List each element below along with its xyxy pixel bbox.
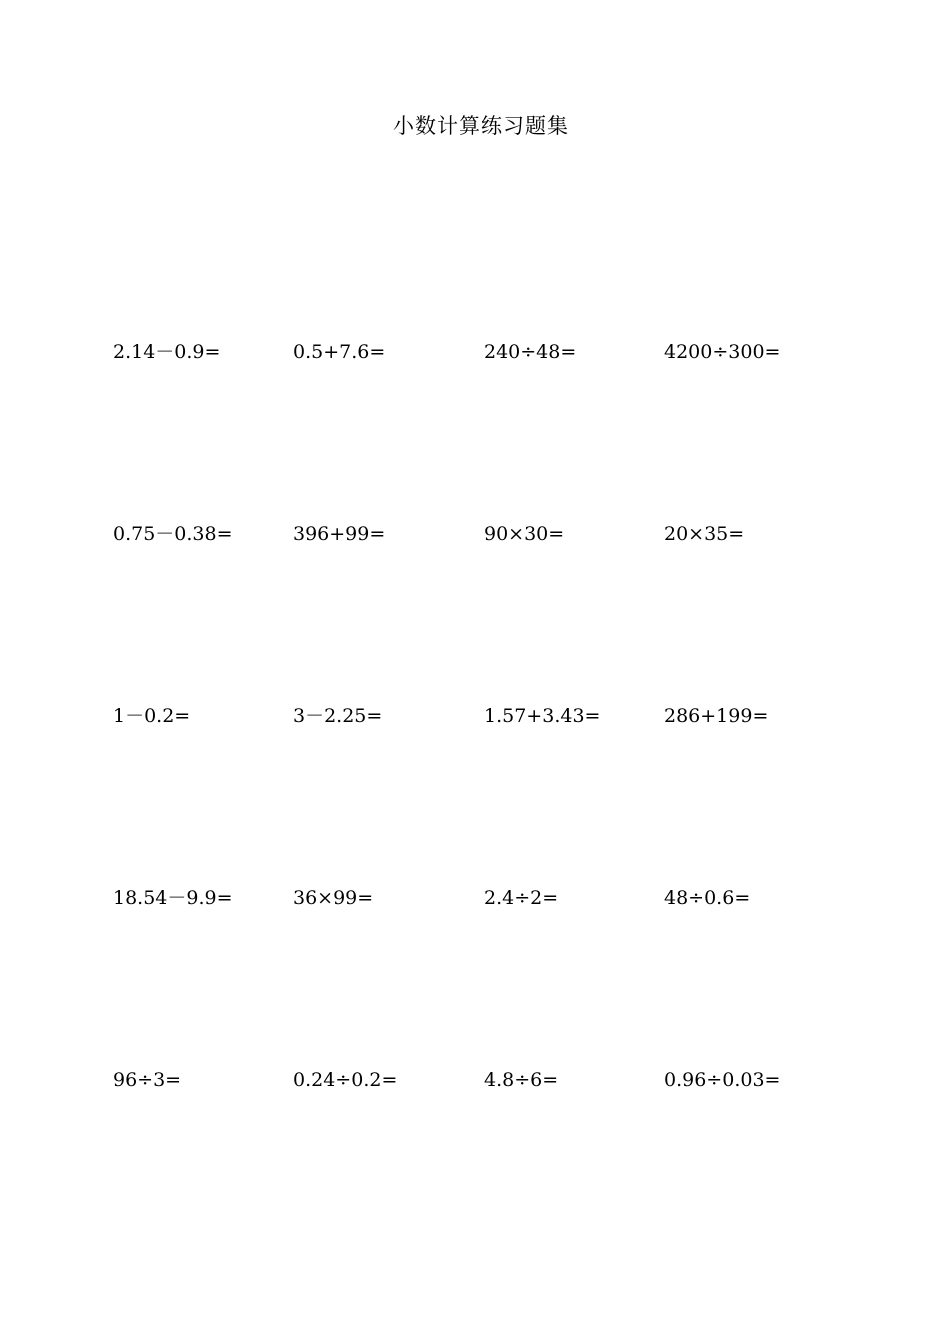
problem: 18.54－9.9= xyxy=(113,887,233,909)
page-title: 小数计算练习题集 xyxy=(393,114,569,138)
problem-row xyxy=(113,883,873,1065)
problem: 2.14－0.9= xyxy=(113,341,221,363)
problem-row xyxy=(113,1065,873,1247)
problem: 2.4÷2= xyxy=(484,887,559,909)
problem: 20×35= xyxy=(664,523,745,545)
problem: 1－0.2= xyxy=(113,705,191,727)
problem: 3－2.25= xyxy=(293,705,383,727)
problem-row xyxy=(113,519,873,701)
problem: 1.57+3.43= xyxy=(484,705,601,727)
problem: 90×30= xyxy=(484,523,565,545)
problem: 0.96÷0.03= xyxy=(664,1069,781,1091)
problem: 4200÷300= xyxy=(664,341,781,363)
problem: 0.5+7.6= xyxy=(293,341,386,363)
problem-row xyxy=(113,337,873,519)
problem: 36×99= xyxy=(293,887,374,909)
problem: 0.24÷0.2= xyxy=(293,1069,398,1091)
problem: 96÷3= xyxy=(113,1069,182,1091)
problem: 240÷48= xyxy=(484,341,577,363)
problem: 396+99= xyxy=(293,523,386,545)
problem: 48÷0.6= xyxy=(664,887,751,909)
problem: 0.75－0.38= xyxy=(113,523,233,545)
problem-grid xyxy=(113,337,873,1247)
problem-row xyxy=(113,701,873,883)
problem: 286+199= xyxy=(664,705,769,727)
problem: 4.8÷6= xyxy=(484,1069,559,1091)
